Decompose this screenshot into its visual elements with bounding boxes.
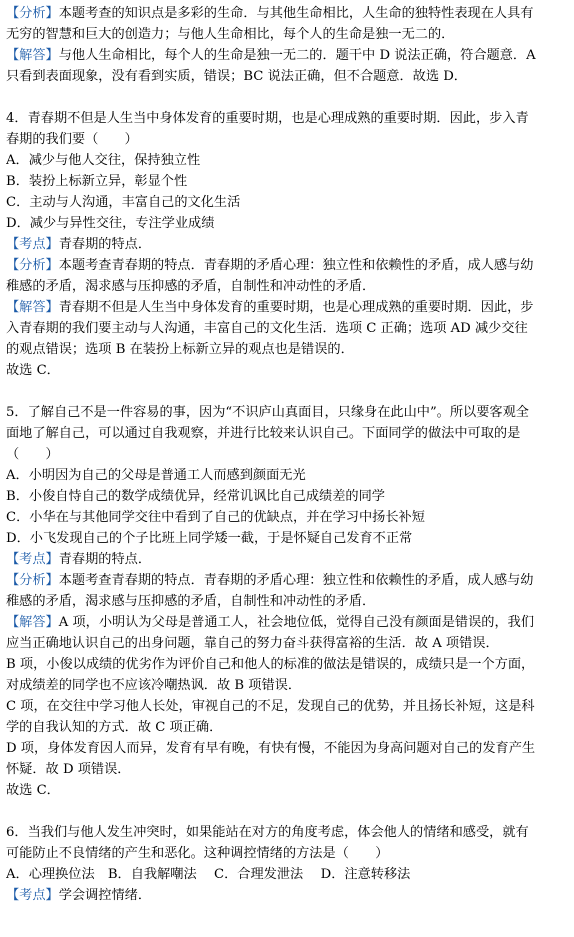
line-text: D．减少与异性交往，专注学业成绩 [6,216,215,231]
question-block-q4 [6,108,568,381]
text-line [6,549,568,570]
line-text: 对成绩差的同学也不应该冷嘲热讽．故 B 项错误． [6,678,302,693]
section-tag: 【考点】 [6,237,59,252]
line-text: 青春期的特点． [58,237,152,252]
line-text: 可能防止不良情绪的产生和恶化。这种调控情绪的方法是（ ） [6,846,389,861]
line-text: 只看到表面现象，没有看到实质，错误；BC 说法正确，但不合题意．故选 D． [6,69,467,84]
section-tag: 【考点】 [6,552,59,567]
line-text: B 项，小俊以成绩的优劣作为评价自己和他人的标准的做法是错误的，成绩只是一个方面， [6,657,535,672]
section-tag: 【解答】 [6,48,59,63]
text-line [6,444,568,465]
text-line [6,822,568,843]
section-tag: 【解答】 [6,615,59,630]
text-line [6,192,568,213]
section-tag: 【解答】 [6,300,59,315]
line-text: 本题考查青春期的特点．青春期的矛盾心理：独立性和依赖性的矛盾，成人感与幼 [58,573,534,588]
line-text: 无穷的智慧和巨大的创造力；与他人生命相比，每个人的生命是独一无二的． [6,27,455,42]
line-text: C 项，在交往中学习他人长处，审视自己的不足，发现自己的优势，并且扬长补短，这是科 [6,699,535,714]
line-text: A 项，小明认为父母是普通工人，社会地位低，觉得自己没有颜面是错误的，我们 [58,615,535,630]
line-text: 5．了解自己不是一件容易的事，因为“不识庐山真面目，只缘身在此山中”。所以要客观全 [6,405,529,420]
text-line [6,402,568,423]
section-tag: 【分析】 [6,573,59,588]
line-text: 面地了解自己，可以通过自我观察，并进行比较来认识自己。下面同学的做法中可取的是 [6,426,521,441]
line-text: 本题考查的知识点是多彩的生命．与其他生命相比，人生命的独特性表现在人具有 [58,6,534,21]
line-text: 稚感的矛盾，渴求感与压抑感的矛盾，自制性和冲动性的矛盾． [6,594,376,609]
line-text: 本题考查青春期的特点．青春期的矛盾心理：独立性和依赖性的矛盾，成人感与幼 [58,258,534,273]
text-line [6,45,568,66]
section-tag: 【分析】 [6,258,59,273]
text-line [6,780,568,801]
text-line [6,654,568,675]
line-text: 入青春期的我们要主动与人沟通，丰富自己的文化生活．选项 C 正确；选项 AD 减少交往 [6,321,528,336]
text-line [6,255,568,276]
text-line [6,591,568,612]
text-line [6,129,568,150]
line-text: 故选 C． [6,363,60,378]
text-line [6,486,568,507]
line-text: D．小飞发现自己的个子比班上同学矮一截，于是怀疑自己发育不正常 [6,531,413,546]
line-text: 学的自我认知的方式．故 C 项正确． [6,720,223,735]
text-line [6,717,568,738]
question-block-q6 [6,822,568,906]
line-text: A．小明因为自己的父母是普通工人而感到颜面无光 [6,468,306,483]
text-line [6,528,568,549]
line-text: 与他人生命相比，每个人的生命是独一无二的．题干中 D 说法正确，符合题意．A [58,48,536,63]
line-text: C．小华在与其他同学交往中看到了自己的优缺点，并在学习中扬长补短 [6,510,425,525]
line-text: B．装扮上标新立异，彰显个性 [6,174,188,189]
text-line [6,3,568,24]
line-text: A．减少与他人交往，保持独立性 [6,153,201,168]
section-tag: 【分析】 [6,6,59,21]
line-text: C．主动与人沟通，丰富自己的文化生活 [6,195,241,210]
block-spacer [6,381,568,402]
text-line [6,633,568,654]
line-text: 6．当我们与他人发生冲突时，如果能站在对方的角度考虑，体会他人的情绪和感受，就有 [6,825,529,840]
block-spacer [6,801,568,822]
text-line [6,213,568,234]
section-tag: 【考点】 [6,888,59,903]
text-line [6,465,568,486]
text-line [6,507,568,528]
text-line [6,612,568,633]
text-line [6,276,568,297]
answer-block-q3 [6,3,568,87]
text-line [6,738,568,759]
text-line [6,234,568,255]
line-text: 青春期不但是人生当中身体发育的重要时期，也是心理成熟的重要时期．因此，步 [58,300,534,315]
text-line [6,339,568,360]
text-line [6,66,568,87]
line-text: 应当正确地认识自己的出身问题，靠自己的努力奋斗获得富裕的生活．故 A 项错误． [6,636,499,651]
text-line [6,885,568,906]
line-text: 故选 C． [6,783,60,798]
text-line [6,171,568,192]
text-line [6,759,568,780]
line-text: 4．青春期不但是人生当中身体发育的重要时期，也是心理成熟的重要时期．因此，步入青 [6,111,529,126]
text-line [6,570,568,591]
line-text: 稚感的矛盾，渴求感与压抑感的矛盾，自制性和冲动性的矛盾． [6,279,376,294]
text-line [6,108,568,129]
text-line [6,864,568,885]
question-block-q5 [6,402,568,801]
text-line [6,360,568,381]
line-text: （ ） [6,447,59,462]
line-text: D 项，身体发育因人而异，发育有早有晚，有快有慢，不能因为身高问题对自己的发育产生 [6,741,536,756]
line-text: B．小俊自恃自己的数学成绩优异，经常讥讽比自己成绩差的同学 [6,489,385,504]
text-line [6,24,568,45]
block-spacer [6,87,568,108]
text-line [6,675,568,696]
line-text: 的观点错误；选项 B 在装扮上标新立异的观点也是错误的． [6,342,354,357]
line-text: A．心理换位法 B．自我解嘲法 C．合理发泄法 D．注意转移法 [6,867,411,882]
text-line [6,843,568,864]
text-line [6,318,568,339]
text-line [6,696,568,717]
line-text: 春期的我们要（ ） [6,132,138,147]
text-line [6,297,568,318]
text-line [6,423,568,444]
line-text: 怀疑．故 D 项错误． [6,762,131,777]
line-text: 青春期的特点． [58,552,152,567]
line-text: 学会调控情绪． [58,888,152,903]
text-line [6,150,568,171]
